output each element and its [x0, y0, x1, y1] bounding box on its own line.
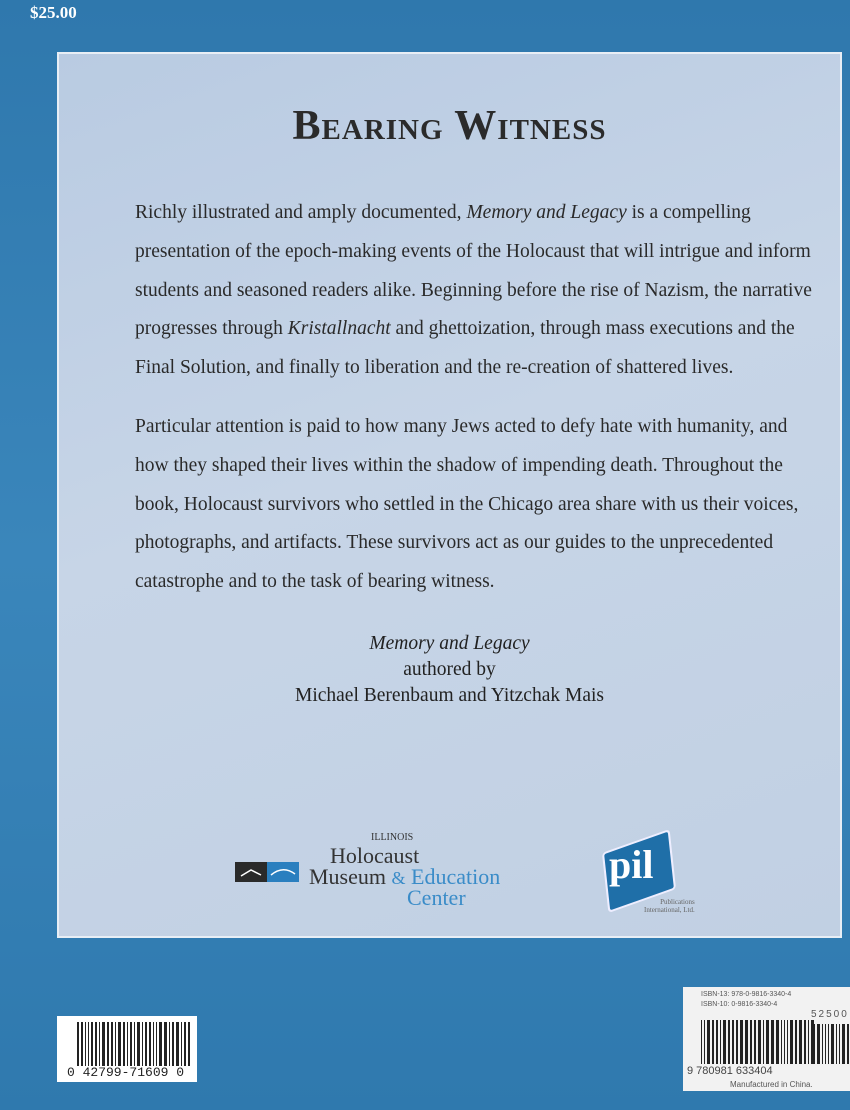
barcode-bar [790, 1020, 793, 1064]
logo-museum-line [309, 864, 501, 889]
description-paragraph-1 [135, 194, 815, 388]
barcode-bar [728, 1020, 730, 1064]
description-paragraph-2: Particular attention is paid to how many Jews acted to defy hate with humanity, and how they shaped their lives within the shadow of impending death. Throughout the book, Holocaust survivors who settled in the Chicago area share with us their voices, photographs, and artifacts. These survivors act as our guides to the unprecedented catastrophe and to the task of bearing witness. [135, 415, 799, 593]
barcode-bar [750, 1020, 752, 1064]
barcode-bar [142, 1022, 143, 1066]
barcode-bar [776, 1020, 779, 1064]
barcode-bar [828, 1024, 829, 1064]
barcode-bar [153, 1022, 154, 1066]
barcode-bar [723, 1020, 726, 1064]
isbn-barcode-bars [701, 1020, 816, 1064]
upc-barcode [57, 1016, 197, 1082]
barcode-bar [81, 1022, 83, 1066]
barcode-bar [169, 1022, 170, 1066]
kristallnacht-italic: Kristallnacht [287, 318, 391, 340]
museum-logo-mark-icon [235, 862, 299, 882]
barcode-bar [831, 1024, 834, 1064]
barcode-bar [134, 1022, 135, 1066]
barcode-bar [813, 1024, 815, 1064]
barcode-bar [732, 1020, 734, 1064]
barcode-bars [77, 1022, 192, 1066]
barcode-bar [712, 1020, 714, 1064]
upc-digits: 0 42799-71609 0 [67, 1065, 185, 1080]
barcode-bar [95, 1022, 97, 1066]
text: and ghettoization, through mass executions and the Final Solution, and finally to liberation and the re-creation of shattered lives. [135, 318, 795, 379]
barcode-bar [176, 1022, 179, 1066]
text: Richly illustrated and amply documented, [135, 202, 467, 223]
barcode-bar [745, 1020, 748, 1064]
barcode-bar [77, 1022, 79, 1066]
logo-museum: Museum [309, 864, 386, 889]
barcode-bar [130, 1022, 132, 1066]
logo-illinois: ILLINOIS [371, 832, 414, 843]
barcode-bar [707, 1020, 710, 1064]
isbn-digits: 9 780981 633404 [687, 1065, 773, 1077]
barcode-bar [188, 1022, 190, 1066]
barcode-bar [784, 1020, 785, 1064]
barcode-bar [799, 1020, 802, 1064]
cover-text [59, 194, 840, 709]
pil-mark: pil [609, 842, 654, 887]
barcode-bar [145, 1022, 147, 1066]
barcode-bar [701, 1020, 702, 1064]
barcode-bar [172, 1022, 174, 1066]
barcode-bar [771, 1020, 774, 1064]
barcode-bar [184, 1022, 186, 1066]
isbn-13: ISBN-13: 978-0-9816-3340-4 [701, 991, 792, 998]
barcode-bar [111, 1022, 113, 1066]
barcode-bar [704, 1020, 705, 1064]
barcode-bar [91, 1022, 93, 1066]
credits-authors: Michael Berenbaum and Yitzchak Mais [294, 684, 604, 706]
logo-education: Education [411, 864, 501, 889]
barcode-bar [766, 1020, 769, 1064]
pil-logo [599, 834, 709, 918]
barcode-bar [115, 1022, 116, 1066]
barcode-bar [804, 1020, 806, 1064]
barcode-bar [808, 1020, 809, 1064]
barcode-bar [825, 1024, 826, 1064]
barcode-bar [836, 1024, 837, 1064]
logo-amp: & [391, 868, 406, 888]
manufactured-label: Manufactured in China. [730, 1080, 813, 1089]
logo-center: Center [407, 885, 466, 910]
barcode-bar [758, 1020, 761, 1064]
barcode-bar [156, 1022, 157, 1066]
barcode-bar [118, 1022, 121, 1066]
pil-publisher-name [644, 898, 695, 914]
barcode-bar [107, 1022, 109, 1066]
isbn-10: ISBN-10: 0-9816-3340-4 [701, 1001, 778, 1008]
barcode-bar [181, 1022, 182, 1066]
pil-line1: Publications [660, 898, 695, 906]
book-title-italic: Memory and Legacy [466, 202, 627, 223]
barcode-bar [164, 1022, 167, 1066]
barcode-bar [763, 1020, 764, 1064]
text: is a compelling presentation of the epoch-making events of the Holocaust that will intrigue and inform students and seasoned readers alike. Beginning before the rise of Nazism, the narrative progresses through [135, 202, 812, 340]
barcode-bar [99, 1022, 100, 1066]
barcode-bar [839, 1024, 840, 1064]
barcode-bar [720, 1020, 721, 1064]
barcode-bar [137, 1022, 140, 1066]
barcode-bar [787, 1020, 788, 1064]
price-code: 52500 [811, 1009, 849, 1020]
barcode-bar [822, 1024, 823, 1064]
barcode-bar [817, 1024, 820, 1064]
credits-authored-by: authored by [403, 658, 496, 680]
barcode-bar [736, 1020, 738, 1064]
barcode-bar [842, 1024, 845, 1064]
barcode-bar [781, 1020, 782, 1064]
pil-line2: International, Ltd. [644, 906, 695, 914]
cover-title: Bearing Witness [292, 103, 607, 149]
barcode-bar [88, 1022, 89, 1066]
barcode-bar [795, 1020, 797, 1064]
barcode-bar [847, 1024, 849, 1064]
credits [59, 631, 840, 709]
barcode-bar [740, 1020, 743, 1064]
price-label: $25.00 [30, 3, 77, 22]
museum-logo [235, 826, 535, 916]
barcode-bar [716, 1020, 718, 1064]
barcode-bar [123, 1022, 125, 1066]
logo-holocaust: Holocaust [330, 843, 420, 868]
barcode-bar [85, 1022, 86, 1066]
barcode-bar [754, 1020, 756, 1064]
barcode-bar [127, 1022, 128, 1066]
cover-panel [57, 52, 842, 938]
barcode-bar [159, 1022, 162, 1066]
isbn-barcode [683, 987, 850, 1091]
barcode-bar [149, 1022, 151, 1066]
price-barcode-bars [813, 1024, 850, 1064]
credits-book: Memory and Legacy [369, 632, 530, 654]
barcode-bar [102, 1022, 105, 1066]
